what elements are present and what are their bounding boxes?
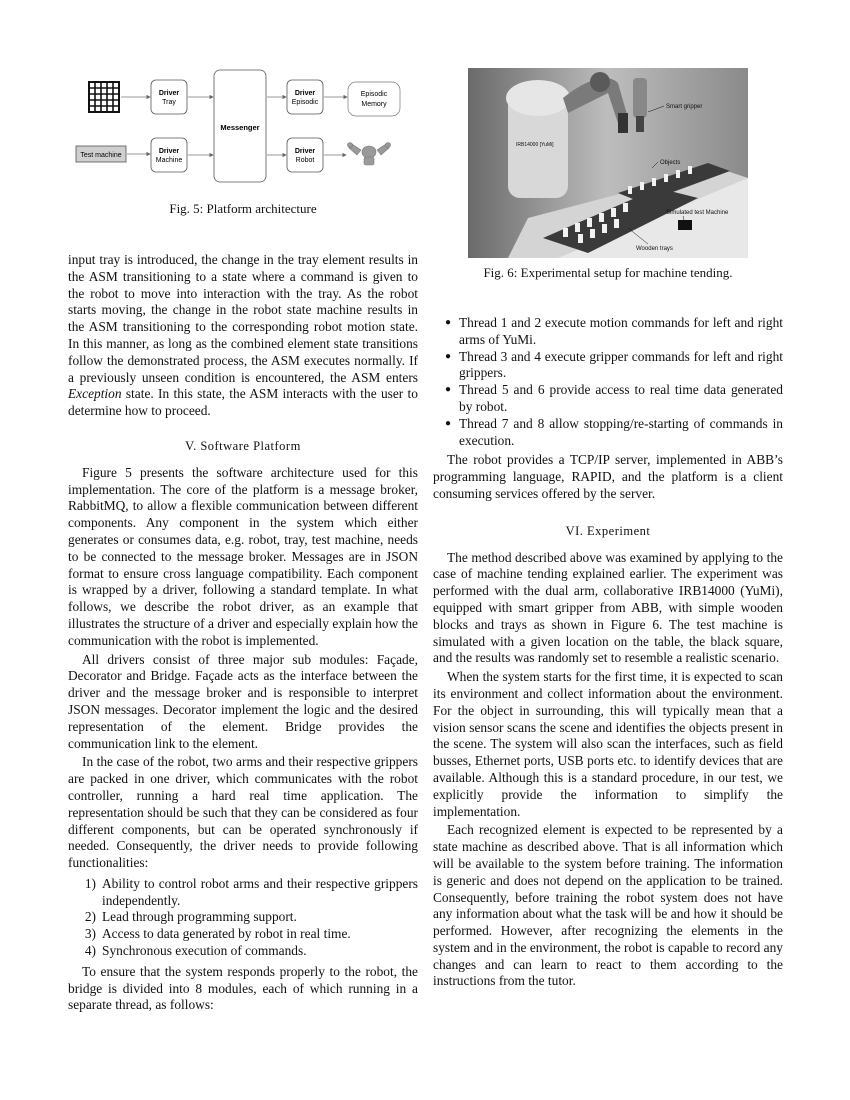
para-r1: The robot provides a TCP/IP server, implemented in ABB’s programming language, RAPID, and the platform is a client consuming services offered by the server. [433, 452, 783, 501]
list-item: ● Thread 3 and 4 execute gripper commands for left and right grippers. [444, 348, 783, 381]
list-item: 2) Lead through programming support. [84, 909, 297, 925]
list-item: 4) Synchronous execution of commands. [84, 943, 307, 959]
messenger-label: Messenger [220, 123, 260, 132]
test-machine-label: Test machine [80, 152, 122, 159]
driver-episodic-label: Driver [294, 90, 316, 97]
driver-machine-box [151, 138, 187, 172]
para-r3: When the system starts for the first time, it is expected to scan its environment and collect information about the environment. For the object in surrounding, this will typically mean that a vision sensor scans the scene and identifies the objects present in the scene. The system will also scan the interfaces, such as field busses, Ethernet ports, USB ports etc. to identify devices that are available. Although this is a standard procedure, in our test, we explicitly provide the information to simplify the implementation. [433, 669, 783, 819]
section-v-heading: V. Software Platform [185, 438, 301, 453]
para-v3: In the case of the robot, two arms and their respective grippers are packed in one driver, which communicates with the robot controller, running a hard real time application. The representation should be such that they can be considered as four different components, but can be operated synchronously if needed. Consequently, the driver needs to provide following functionalities: [68, 754, 418, 871]
driver-machine-label: Driver [158, 148, 180, 155]
para-v4: To ensure that the system responds properly to the robot, the bridge is divided into 8 modules, each of which running in a separate thread, as follows: [68, 963, 418, 1013]
para-v1: Figure 5 presents the software architecture used for this implementation. The core of the platform is a message broker, RabbitMQ, to allow a flexible communication between different components. Any component in the system which either generates or consumes data, e.g. robot, tray, test machine, needs to be connected to the message broker. Messages are in JSON format to ensure cross language compatibility. Each component is wrapped by a driver, following a standard template. In what follows, we describe the robot driver, as an example that illustrates the structure of a driver and especially explain how the communication with the robot is implemented. [68, 464, 418, 648]
robot-model-label: IRB14000 [YuMi] [516, 142, 554, 148]
para-r4: Each recognized element is expected to be represented by a state machine as described above. That is all information which will be available to the system before training. The information is generic and does not depend on the application to be trained. Consequently, before training the robot system does not have any information about what the task will be and how it should be performed. However, after recognizing the elements in the system and in the environment, the robot is capable to record any changes and can learn to react to them according to the instructions from the tutor. [433, 822, 783, 989]
list-item: ● Thread 1 and 2 execute motion commands for left and right arms of YuMi. [444, 315, 783, 347]
list-item: ● Thread 5 and 6 provide access to real time data generated by robot. [444, 382, 783, 414]
objects-label: Objects [660, 160, 681, 166]
list-item: 3) Access to data generated by robot in real time. [84, 926, 351, 942]
robot-icon [348, 143, 391, 166]
platform-architecture-diagram [68, 66, 418, 191]
driver-episodic-box [287, 80, 323, 114]
driver-robot-box [287, 138, 323, 172]
tray-grid-icon [89, 82, 119, 112]
simulated-test-machine-square [678, 220, 692, 230]
para-intro: input tray is introduced, the change in the tray element results in the ASM transitioning to a state where a command is given to the robot to move into interaction with the tray. As the robot starts moving, the change in the robot state machine results in the ASM transitioning to the corresponding robot motion state. In this manner, as long as the combined element state transitions follow the demonstrated process, the ASM executes normally. If a previously unseen condition is encountered, the ASM enters Exception state. In this state, the ASM interacts with the user to determine how to proceed. [68, 252, 418, 419]
driver-tray-box [151, 80, 187, 114]
figure-5-caption: Fig. 5: Platform architecture [169, 201, 317, 216]
driver-tray-sublabel: Tray [162, 99, 176, 106]
exception-term: Exception [68, 386, 122, 402]
episodic-memory-sublabel: Memory [361, 101, 387, 108]
driver-robot-label: Driver [294, 148, 316, 155]
experimental-setup-photo [468, 68, 748, 258]
functionality-list [68, 876, 418, 960]
driver-tray-label: Driver [158, 90, 180, 97]
driver-robot-sublabel: Robot [295, 157, 315, 164]
simulated-test-machine-label: Simulated test Machine [666, 210, 729, 216]
list-item: ● Thread 7 and 8 allow stopping/re-starting of commands in execution. [444, 415, 783, 448]
para-v2: All drivers consist of three major sub modules: Façade, Decorator and Bridge. Façade acts as the interface between the driver and the message broker and is responsible to interpret JSON messages. Decorator implement the logic and the desired representation of the element. Bridge provides the communication link to the element. [68, 651, 418, 751]
thread-bullet-list [433, 315, 783, 449]
figure-6-caption: Fig. 6: Experimental setup for machine tending. [483, 265, 733, 280]
smart-gripper-label: Smart gripper [666, 104, 703, 110]
driver-episodic-sublabel: Episodic [291, 99, 319, 106]
episodic-memory-label: Episodic [360, 91, 388, 98]
episodic-memory-box [348, 82, 400, 116]
section-vi-heading: VI. Experiment [565, 523, 651, 538]
para-r2: The method described above was examined by applying to the case of machine tending explained earlier. The experiment was performed with the dual arm, collaborative IRB14000 (YuMi), equipped with smart gripper from ABB, with simple wooden blocks and trays as shown in Figure 6. The test machine is simulated with a given location on the table, the black square, and the results was randomly set to resemble a realistic scenario. [433, 549, 783, 666]
list-item: 1) Ability to control robot arms and their respective grippers independently. [84, 875, 418, 908]
driver-machine-sublabel: Machine [155, 157, 183, 164]
wooden-trays-label: Wooden trays [636, 246, 673, 252]
